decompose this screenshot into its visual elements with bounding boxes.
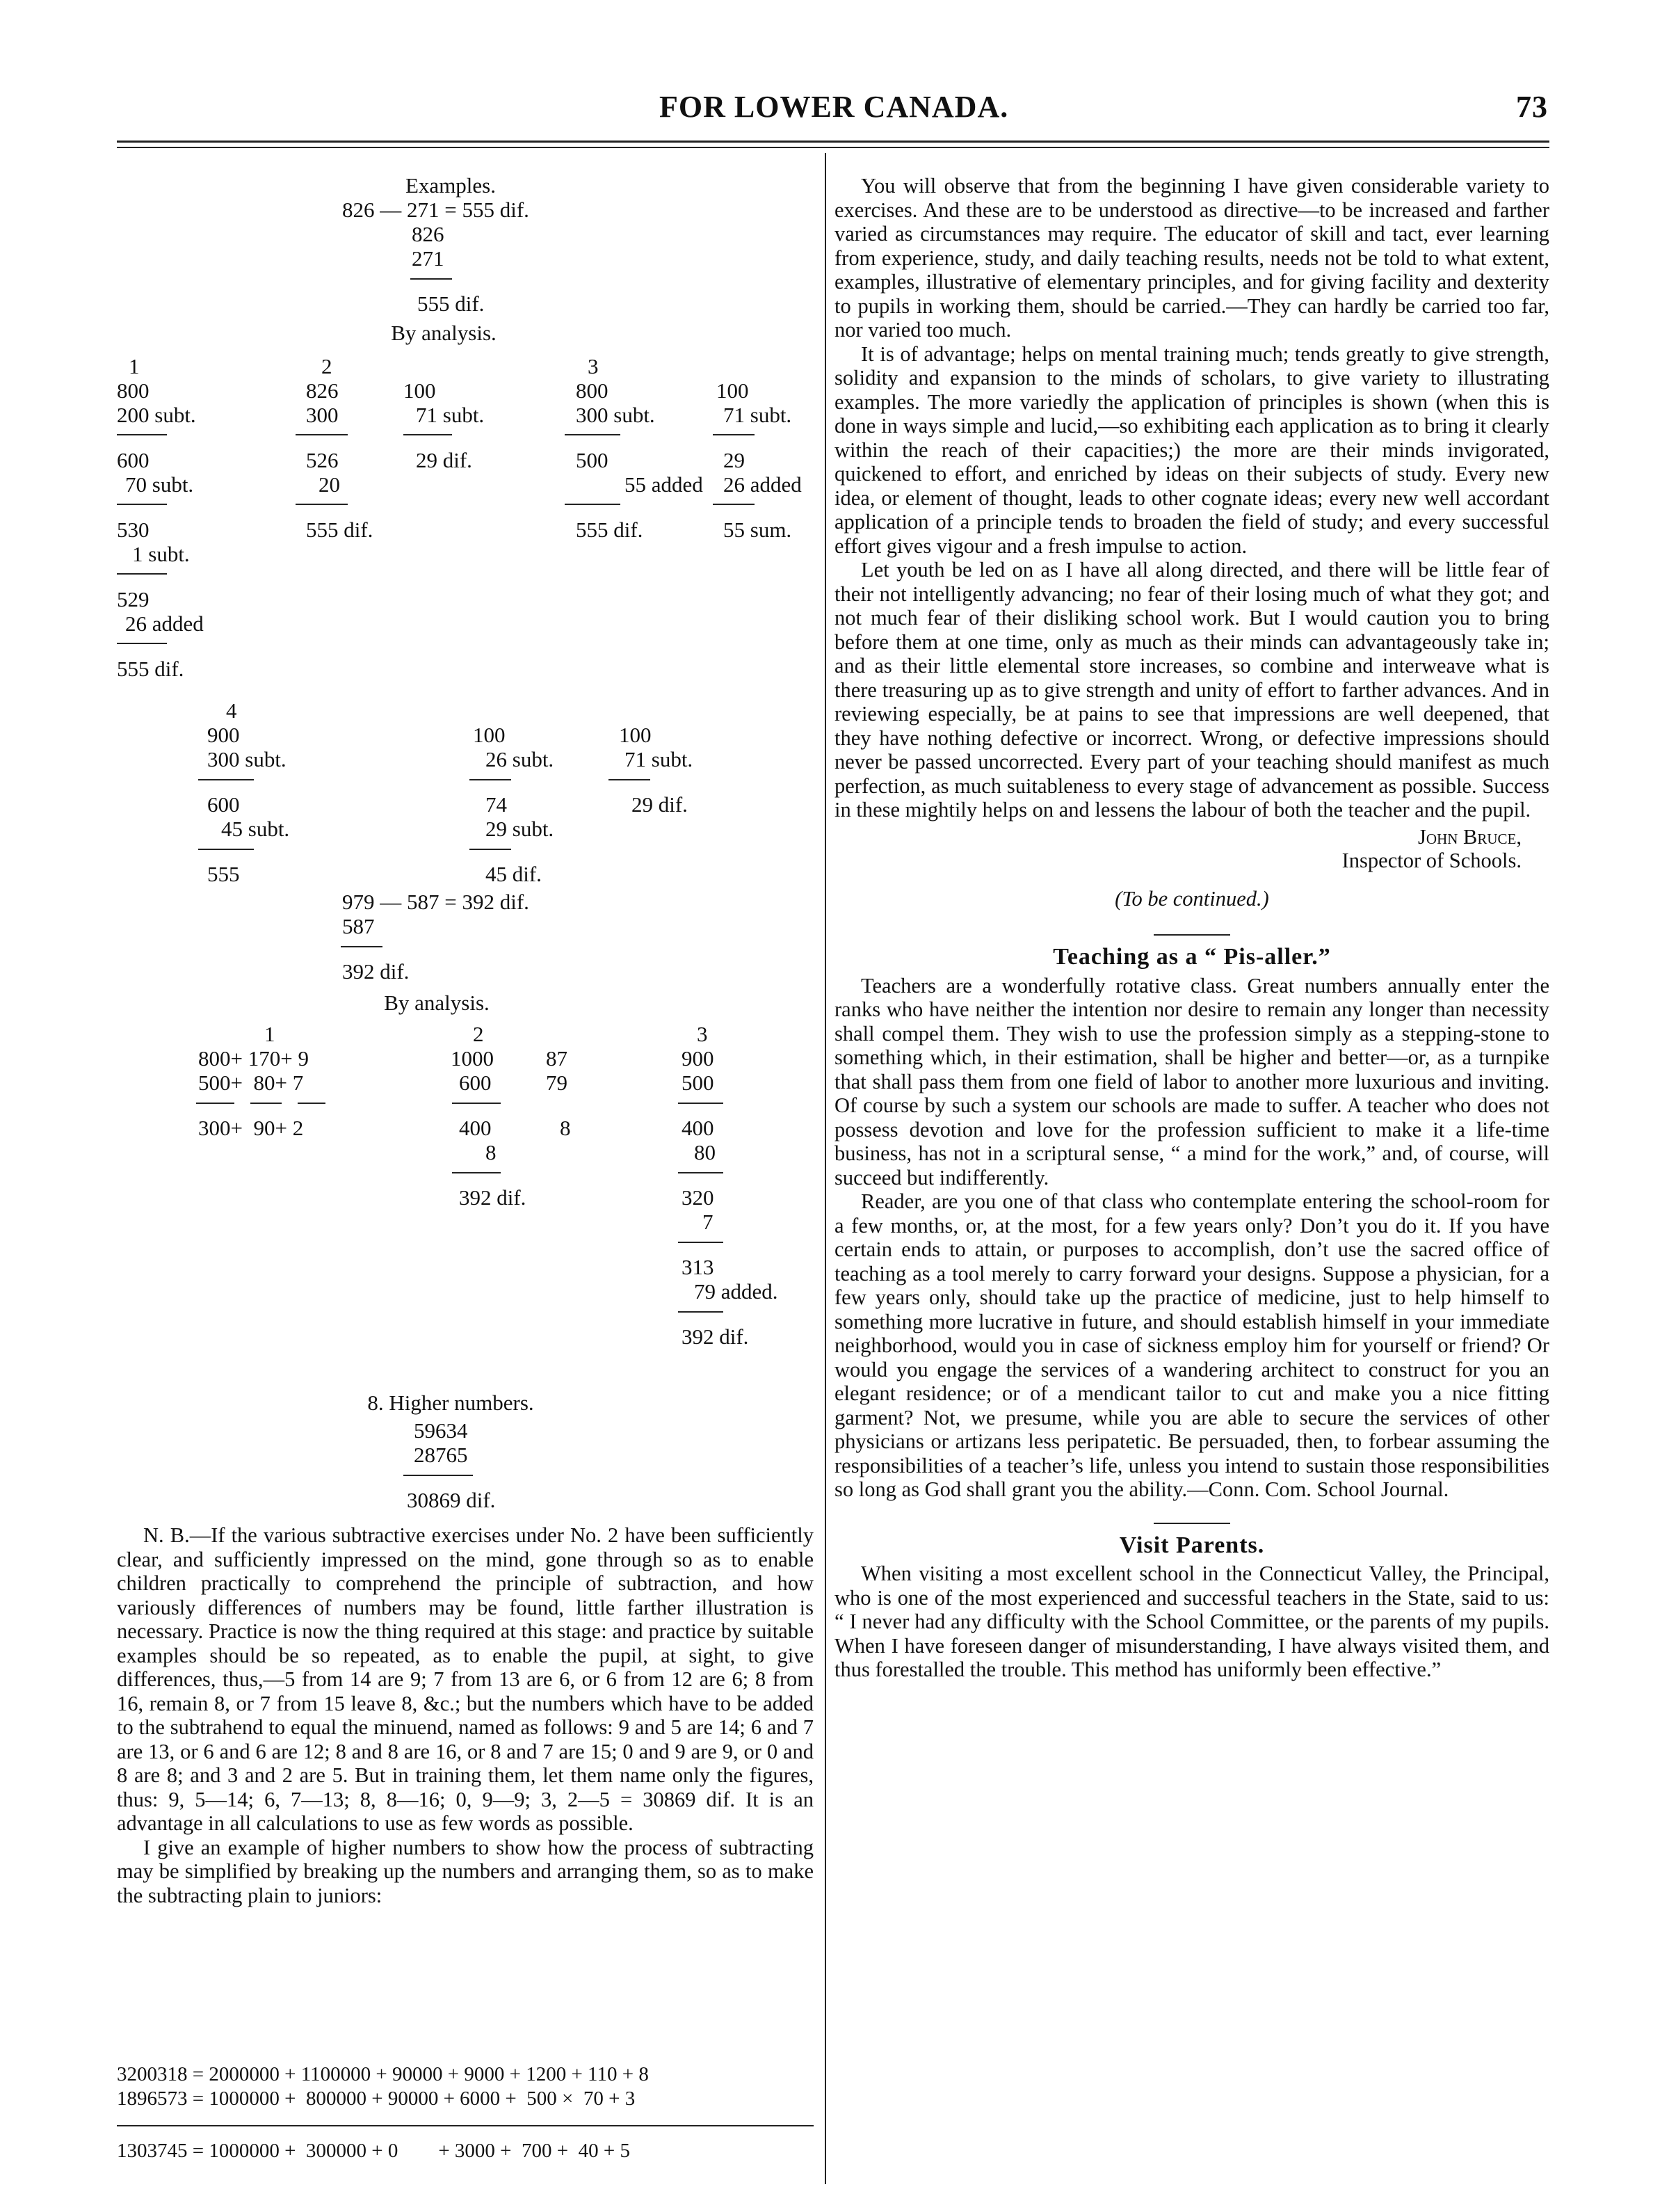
a1-rule-3 bbox=[117, 573, 167, 575]
running-head-title: FOR LOWER CANADA. bbox=[659, 90, 1009, 124]
page-number: 73 bbox=[1516, 90, 1548, 124]
column-divider bbox=[825, 153, 826, 2184]
visit-parents-paragraph: When visiting a most excellent school in the Connecticut Valley, the Principal, who is one of the most experienced and successful teachers in the State, said to us: “ I never had any difficulty with the School Committee, or the parents of my pupils. When I have foreseen danger of misunderstanding, I have always visited them, and thus forestalled the trouble. This method has uniformly been effective.” bbox=[834, 1562, 1549, 1681]
paragraph-variety: You will observe that from the beginning I have given considerable variety to exercises. And these are to be understood as directive—to be increased and farther varied as circumstances may require. The educator of skill and tact, ever learning from experience, study, and daily teaching results, needs not be told to what extent, examples, illustrative of elementary principles, and for giving facility and dexterity to pupils in working them, should be carried.—They can hardly be carried too far, nor varied too much. bbox=[834, 174, 1549, 342]
a3-500: 500 bbox=[576, 448, 608, 472]
a4-300-subt: 300 subt. bbox=[207, 747, 287, 771]
a4-rule-5 bbox=[608, 779, 650, 780]
a4-26-subt: 26 subt. bbox=[485, 747, 554, 771]
b3-400: 400 bbox=[682, 1116, 714, 1140]
b1-row-2: 500+ 80+ 7 bbox=[198, 1071, 304, 1095]
b3-rule-4 bbox=[678, 1311, 723, 1313]
header-rule-top bbox=[117, 141, 1549, 143]
a3-300-subt: 300 subt. bbox=[576, 403, 655, 427]
b3-7: 7 bbox=[702, 1210, 713, 1234]
higher-rule bbox=[403, 1475, 473, 1476]
a3-rule-2 bbox=[565, 504, 620, 505]
higher-numbers-heading: 8. Higher numbers. bbox=[367, 1390, 534, 1415]
teaching-paragraph-1: Teachers are a wonderfully rotative class. Great numbers annually enter the ranks who have neither the intention nor desire to remain any longer than necessity shall compel them. They wish to use the profession simply as a stepping-stone to something which, in their estimation, shall be higher and better—or, as a turnpike that shall pass them from one field of labor to another more luxurious and inviting. Of course by such a system our schools are made to suffer. A teacher who does not possess devotion and love for the profession sufficient to make it a life-time business, has not in a scriptural sense, “ a mind for the work,” and, of course, will succeed but indifferently. bbox=[834, 973, 1549, 1189]
b3-320: 320 bbox=[682, 1185, 714, 1210]
b1-rule-a bbox=[196, 1103, 234, 1104]
a4-74: 74 bbox=[485, 792, 507, 817]
b1-number: 1 bbox=[264, 1022, 275, 1046]
a4-100-a: 100 bbox=[473, 723, 506, 747]
a1-rule-1 bbox=[117, 434, 167, 435]
b2-400: 400 bbox=[459, 1116, 492, 1140]
a4-rule-1 bbox=[198, 779, 254, 780]
a4-rule-2 bbox=[198, 849, 254, 850]
analysis-2-number: 2 bbox=[321, 354, 332, 378]
b3-result: 392 dif. bbox=[682, 1324, 749, 1349]
right-column bbox=[834, 174, 1549, 1682]
a1-800: 800 bbox=[117, 378, 150, 403]
a2-71-subt: 71 subt. bbox=[416, 403, 485, 427]
a2-rule-3 bbox=[403, 434, 452, 435]
b3-80: 80 bbox=[694, 1140, 716, 1164]
a4-900: 900 bbox=[207, 723, 240, 747]
b2-79: 79 bbox=[546, 1071, 567, 1095]
a4-rule-3 bbox=[469, 779, 511, 780]
a3-rule-1 bbox=[565, 434, 620, 435]
higher-result: 30869 dif. bbox=[407, 1488, 496, 1512]
working-rule bbox=[117, 2125, 814, 2126]
paragraph-advantage: It is of advantage; helps on mental training much; tends greatly to give strength, solidity and expansion to the minds of scholars, to give variety to illustrating examples. The more variedly the application of principles is shown (when this is done in ways simple and lucid,—so exhibiting each application as to bring it clearly within the reach of their capacities;) the more are their minds invigorated, quickened to effort, and enriched by ideas on their subjects of study. Every new idea, or element of thought, leads to other cognate ideas; every new well accordant application of a principle tends to broaden the field of study; and every successful effort gives vigour and a fresh impulse to action. bbox=[834, 342, 1549, 558]
a2-20: 20 bbox=[318, 472, 340, 497]
article-title-visit-parents: Visit Parents. bbox=[1119, 1532, 1265, 1558]
a2-rule-1 bbox=[296, 434, 348, 435]
section-rule-1 bbox=[1154, 934, 1230, 936]
by-analysis-heading-1: By analysis. bbox=[391, 321, 497, 345]
a1-70-subt: 70 subt. bbox=[125, 472, 194, 497]
a3-result: 555 dif. bbox=[576, 518, 643, 542]
a1-200-subt: 200 subt. bbox=[117, 403, 196, 427]
b1-row-3: 300+ 90+ 2 bbox=[198, 1116, 304, 1140]
working-line-3: 1303745 = 1000000 + 300000 + 0 + 3000 + 700 + 40 + 5 bbox=[117, 2140, 630, 2162]
header-rule-bottom bbox=[117, 147, 1549, 148]
a4-100-b: 100 bbox=[619, 723, 652, 747]
b1-rule-c bbox=[298, 1103, 325, 1104]
ex1-subtrahend: 271 bbox=[412, 246, 444, 271]
analysis-3-number: 3 bbox=[588, 354, 599, 378]
a2-526: 526 bbox=[306, 448, 339, 472]
a4-rule-4 bbox=[469, 849, 511, 850]
a3-71-subt: 71 subt. bbox=[723, 403, 792, 427]
b2-600: 600 bbox=[459, 1071, 492, 1095]
a1-rule-4 bbox=[117, 643, 167, 644]
working-line-1: 3200318 = 2000000 + 1100000 + 90000 + 9000 + 1200 + 110 + 8 bbox=[117, 2063, 649, 2085]
b2-number: 2 bbox=[473, 1022, 484, 1046]
b3-number: 3 bbox=[697, 1022, 708, 1046]
a1-529: 529 bbox=[117, 587, 150, 611]
nb-paragraph bbox=[117, 1523, 814, 1907]
a3-rule-4 bbox=[713, 504, 755, 505]
a1-rule-2 bbox=[117, 504, 167, 505]
ex1-result: 555 dif. bbox=[417, 291, 485, 316]
examples-heading: Examples. bbox=[405, 173, 496, 198]
a2-826: 826 bbox=[306, 378, 339, 403]
a3-29: 29 bbox=[723, 448, 745, 472]
article-title-teaching: Teaching as a “ Pis-aller.” bbox=[1053, 944, 1331, 970]
example-2-equation: 979 — 587 = 392 dif. bbox=[342, 890, 529, 914]
b2-rule-2 bbox=[452, 1172, 501, 1173]
working-line-2: 1896573 = 1000000 + 800000 + 90000 + 6000 + 500 × 70 + 3 bbox=[117, 2087, 636, 2110]
b2-8a: 8 bbox=[560, 1116, 571, 1140]
a2-29-dif: 29 dif. bbox=[416, 448, 472, 472]
paragraph-let-youth: Let youth be led on as I have all along directed, and there will be little fear of their not intelligently advancing; no fear of their losing much of what they got; and not much fear of their disliking school work. But I would caution you to bring before them at one time, only as much as their minds can advantageously take in; and as their little elemental store increases, so combine and interweave what is there treasuring up as to give strength and unity of effort to farther advances. And in reviewing especially, be at pains to see that impressions are well deepened, that they have nothing defective or incorrect. Wrong, or defective impressions should never be passed uncorrected. Every part of your teaching should manifest as much perfection, as much suitableness to every stage of advancement as possible. Success in these mightily helps on and lessens the labour of both the teacher and the pupil. bbox=[834, 558, 1549, 822]
a1-1-subt: 1 subt. bbox=[132, 542, 190, 566]
a1-26-added: 26 added bbox=[125, 611, 204, 636]
ex1-minuend: 826 bbox=[412, 222, 444, 246]
a3-rule-3 bbox=[713, 434, 755, 435]
b1-rule-b bbox=[250, 1103, 282, 1104]
ex2-rule bbox=[341, 946, 382, 947]
example-1-equation: 826 — 271 = 555 dif. bbox=[342, 198, 529, 222]
b3-rule-2 bbox=[678, 1172, 723, 1173]
a2-300: 300 bbox=[306, 403, 339, 427]
a3-26-added: 26 added bbox=[723, 472, 802, 497]
a3-55-added: 55 added bbox=[624, 472, 703, 497]
a2-result: 555 dif. bbox=[306, 518, 373, 542]
a4-600: 600 bbox=[207, 792, 240, 817]
a2-rule-2 bbox=[296, 504, 348, 505]
section-rule-2 bbox=[1154, 1523, 1230, 1524]
b3-rule-3 bbox=[678, 1242, 723, 1243]
b2-result: 392 dif. bbox=[459, 1185, 526, 1210]
analysis-4-number: 4 bbox=[226, 698, 237, 723]
analysis-1-number: 1 bbox=[129, 354, 140, 378]
b2-87: 87 bbox=[546, 1046, 567, 1071]
b1-row-1: 800+ 170+ 9 bbox=[198, 1046, 309, 1071]
a4-29-dif: 29 dif. bbox=[631, 792, 688, 817]
a3-800: 800 bbox=[576, 378, 608, 403]
a3-100: 100 bbox=[716, 378, 749, 403]
a4-29-subt: 29 subt. bbox=[485, 817, 554, 841]
a2-100: 100 bbox=[403, 378, 436, 403]
a4-555: 555 bbox=[207, 862, 240, 886]
b3-79-added: 79 added. bbox=[694, 1279, 778, 1304]
higher-subtrahend: 28765 bbox=[414, 1443, 468, 1467]
nb-text: N. B.—If the various subtractive exercises under No. 2 have been sufficiently clear, and sufficiently impressed on the mind, gone through so as to enable children practically to comprehend the principle of subtraction, and how variously differences of numbers may be found, little farther illustration is necessary. Practice is now the thing required at this stage: and practice by suitable examples should be so repeated, as to enable the pupil, at sight, to give differences, thus,—5 from 14 are 9; 7 from 13 are 6, or 6 from 12 are 6; 8 from 16, remain 8, or 7 from 15 leave 8, &c.; but the numbers which have to be added to the subtrahend to equal the minuend, named as follows: 9 and 5 are 14; 6 and 7 are 13, or 6 and 6 are 12; 8 and 8 are 16, or 8 and 7 are 15; 0 and 9 are 9, or 0 and 8 are 8; and 3 and 2 are 5. But in training them, let them name only the figures, thus: 9, 5—14; 6, 7—13; 8, 8—16; 0, 9—9; 3, 2—5 = 30869 dif. It is an advantage in all calculations to use as few words as possible. bbox=[117, 1523, 814, 1835]
a3-55-sum: 55 sum. bbox=[723, 518, 792, 542]
a1-530: 530 bbox=[117, 518, 150, 542]
b3-313: 313 bbox=[682, 1255, 714, 1279]
ex1-rule bbox=[410, 278, 452, 280]
higher-minuend: 59634 bbox=[414, 1418, 468, 1443]
ex2-subtrahend: 587 bbox=[342, 914, 375, 938]
b3-900: 900 bbox=[682, 1046, 714, 1071]
b3-500: 500 bbox=[682, 1071, 714, 1095]
a4-71-subt: 71 subt. bbox=[624, 747, 693, 771]
teaching-paragraph-2: Reader, are you one of that class who contemplate entering the school-room for a few months, or, at the most, for a few years only? Don’t you do it. If you have certain ends to attain, or purposes to accomplish, don’t use the sacred office of teaching as a tool merely to carry forward your designs. Suppose a physician, for a few years only, should take up the practice of medicine, just to help himself to something more lucrative in future, and should establish himself in your immediate neighborhood, would you in case of sickness employ him for yourself or friend? Or would you engage the services of a wandering architect to construct for you an elegant residence; or of a mendicant tailor to cut and make you a nice fitting garment? Not, we presume, while you are able to secure the services of other physicians or artizans less peripatetic. Be persuaded, then, to forbear assuming the responsibilities of a teacher’s life, unless you intend to sustain those responsibilities so long as God shall grant you the ability.—Conn. Com. School Journal. bbox=[834, 1189, 1549, 1501]
by-analysis-heading-2: By analysis. bbox=[384, 991, 490, 1015]
a1-600: 600 bbox=[117, 448, 150, 472]
signature-title: Inspector of Schools. bbox=[1341, 849, 1522, 872]
a4-45-dif: 45 dif. bbox=[485, 862, 542, 886]
b2-8b: 8 bbox=[485, 1140, 497, 1164]
give-example-text: I give an example of higher numbers to show how the process of subtracting may be simplified by breaking up the numbers and arranging them, so as to make the subtracting plain to juniors: bbox=[117, 1835, 814, 1907]
b3-rule-1 bbox=[678, 1103, 723, 1104]
signature-name: John Bruce, bbox=[1418, 824, 1522, 849]
to-be-continued: (To be continued.) bbox=[1115, 886, 1269, 911]
ex2-result: 392 dif. bbox=[342, 959, 410, 984]
b2-rule-1 bbox=[452, 1103, 501, 1104]
a4-45-subt: 45 subt. bbox=[221, 817, 290, 841]
a1-result: 555 dif. bbox=[117, 657, 184, 681]
b2-1000: 1000 bbox=[451, 1046, 494, 1071]
